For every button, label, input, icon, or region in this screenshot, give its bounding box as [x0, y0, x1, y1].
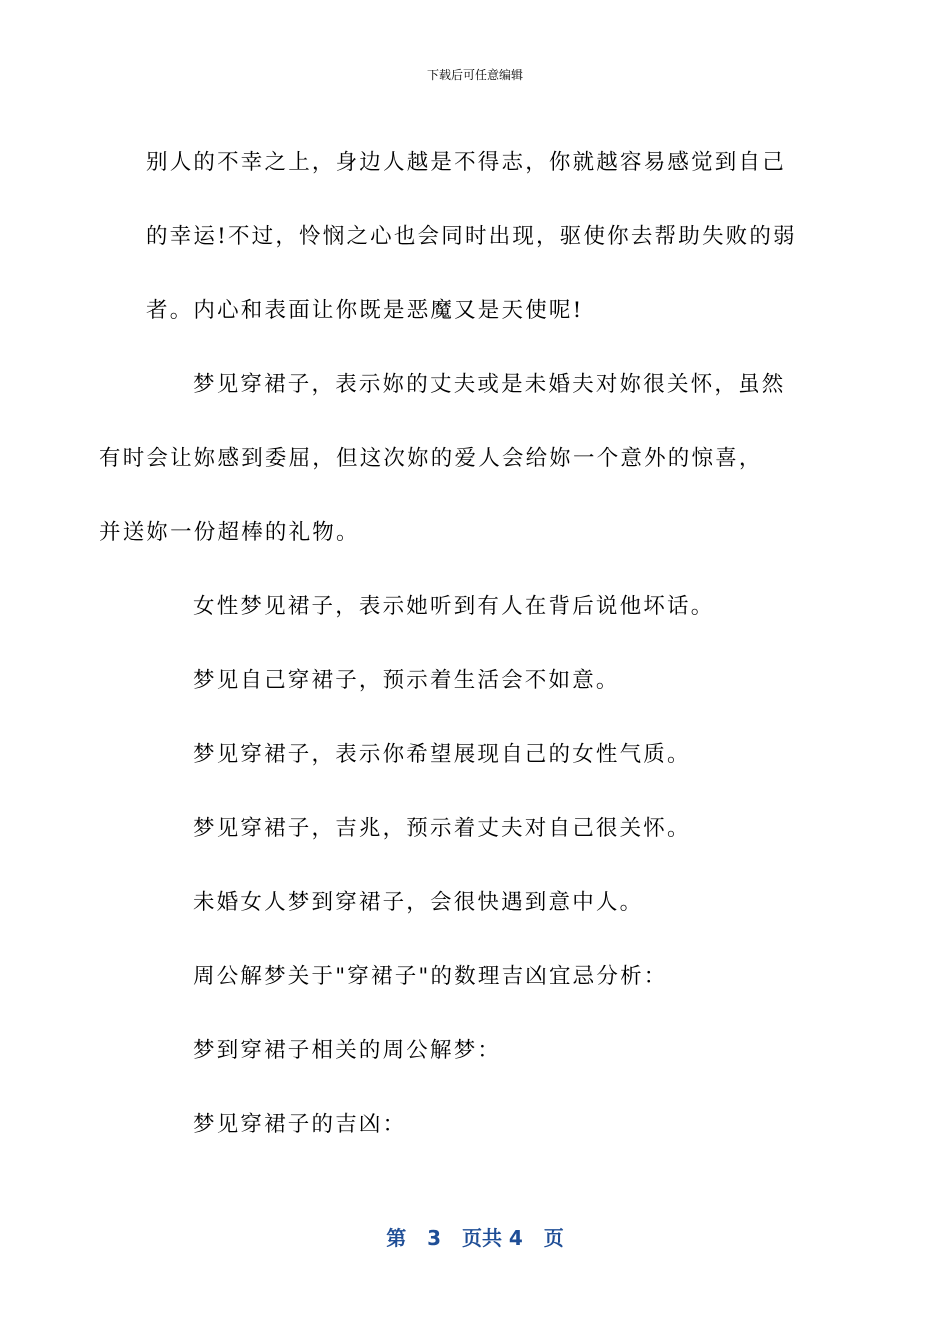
- header-note: 下载后可任意编辑: [426, 68, 523, 82]
- footer-middle: 页共: [461, 1226, 502, 1250]
- paragraph: [146, 718, 816, 792]
- paragraph: [99, 348, 816, 570]
- paragraph: [146, 570, 816, 644]
- text-line: 的幸运!不过，怜悯之心也会同时出现，驱使你去帮助失败的弱: [146, 224, 797, 249]
- text-line: 有时会让妳感到委屈，但这次妳的爱人会给妳一个意外的惊喜，: [99, 446, 763, 471]
- text-line: 梦见穿裙子，吉兆，预示着丈夫对自己很关怀。: [193, 816, 691, 841]
- paragraph: [146, 1014, 816, 1088]
- text-line: 梦到穿裙子相关的周公解梦：: [193, 1038, 502, 1063]
- text-line: 梦见穿裙子，表示你希望展现自己的女性气质。: [193, 742, 691, 767]
- text-line: 未婚女人梦到穿裙子，会很快遇到意中人。: [193, 890, 644, 915]
- paragraph: [146, 126, 816, 348]
- text-line: 周公解梦关于"穿裙子"的数理吉凶宜忌分析：: [193, 964, 668, 989]
- text-line: 女性梦见裙子，表示她听到有人在背后说他坏话。: [193, 594, 715, 619]
- paragraph: [146, 940, 816, 1014]
- footer-suffix: 页: [543, 1226, 564, 1250]
- footer-prefix: 第: [386, 1226, 407, 1250]
- page-number-footer: [0, 1224, 950, 1252]
- paragraph: [146, 866, 816, 940]
- footer-total-pages: 4: [508, 1226, 523, 1250]
- text-line: 梦见穿裙子的吉凶：: [193, 1112, 407, 1137]
- paragraph: [146, 1088, 816, 1162]
- text-line: 梦见穿裙子，表示妳的丈夫或是未婚夫对妳很关怀，虽然: [193, 372, 786, 397]
- paragraph: [146, 644, 816, 718]
- text-line: 并送妳一份超棒的礼物。: [99, 520, 360, 545]
- document-body: [99, 126, 816, 1162]
- paragraph: [146, 792, 816, 866]
- text-line: 梦见自己穿裙子，预示着生活会不如意。: [193, 668, 620, 693]
- text-line: 者。内心和表面让你既是恶魔又是天使呢!: [146, 298, 584, 323]
- footer-current-page: 3: [427, 1226, 442, 1250]
- text-line: 别人的不幸之上，身边人越是不得志，你就越容易感觉到自己: [146, 150, 786, 175]
